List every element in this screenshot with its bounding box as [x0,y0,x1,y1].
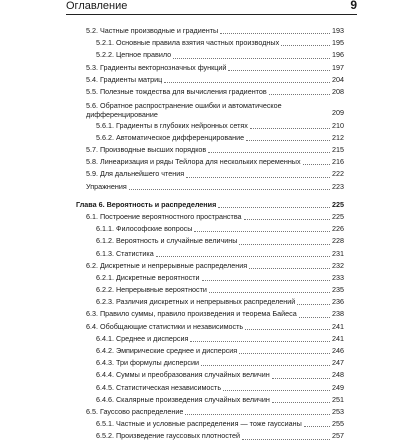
dot-leader [250,128,330,129]
toc-entry-page: 193 [332,26,344,35]
toc-entry-label: Упражнения [86,181,127,191]
toc-entry-page: 208 [332,86,344,96]
dot-leader [249,268,330,269]
toc-entry-page: 241 [332,321,344,331]
toc-entry[interactable] [76,394,344,406]
toc-entry-label: 6.4.4. Суммы и преобразования случайных величин [96,370,270,380]
toc-entry[interactable] [76,223,344,235]
toc-entry[interactable] [76,260,344,272]
toc-entry[interactable] [76,168,344,180]
toc-entry-label: 6.1.3. Статистика [96,248,154,258]
toc-entry[interactable] [76,74,344,86]
toc-entry[interactable] [76,296,344,308]
toc-entry[interactable] [76,406,344,418]
toc-entry-page: 241 [332,333,344,343]
toc-entry-page: 197 [332,62,344,72]
toc-entry[interactable] [76,49,344,61]
toc-entry-page: 235 [332,285,344,295]
toc-entry-label: 5.6.2. Автоматическое дифференцирование [96,132,245,142]
toc-entry-page: 222 [332,169,344,179]
toc-entry-label: 6.2. Дискретные и непрерывные распределения [86,260,248,270]
dot-leader [272,402,330,403]
dot-leader [304,426,330,427]
dot-leader [218,207,330,208]
dot-leader [156,256,330,257]
toc-entry-label: 5.5. Полезные тождества для вычисления градиентов [86,86,267,96]
toc-entry-label: 6.2.2. Непрерывные вероятности [96,285,207,295]
toc-entry-label: 5.2. Частные производные и градиенты [86,26,219,35]
toc-entry-label: 6.4.6. Скалярные произведения случайных величин [96,394,270,404]
toc-entry-page: 248 [332,370,344,380]
toc-entry-label: 6.4.2. Эмпирические среднее и дисперсия [96,346,238,355]
toc-entry-label: 5.6. Обратное распространение ошибки и автоматическое дифференцирование [86,100,282,120]
toc-entry-page: 204 [332,74,344,84]
toc-entry-page: 231 [332,248,344,258]
dot-leader [201,365,330,366]
dot-leader [239,353,330,354]
toc-entry-label: Глава 6. Вероятность и распределения [76,199,217,209]
toc-entry[interactable] [76,86,344,98]
toc-entry[interactable] [76,333,344,345]
toc-entry[interactable] [76,345,344,357]
toc-entry-page: 212 [332,132,344,142]
toc-entry-page: 255 [332,419,344,429]
toc-entry-label: 6.3. Правило суммы, правило произведения и теорема Байеса [86,309,297,319]
toc-entry[interactable] [76,37,344,49]
header-rule [66,14,357,15]
toc-entry-label: 5.3. Градиенты векторнозначных функций [86,62,227,72]
dot-leader [239,244,330,245]
toc-entry-page: 253 [332,406,344,416]
toc-entry-label: 6.5.1. Частные и условные распределения — тоже гауссианы [96,419,302,429]
toc-entry[interactable] [76,132,344,144]
toc-entry-page: 215 [332,145,344,154]
toc-entry[interactable] [76,284,344,296]
toc-entry-label: 6.2.1. Дискретные вероятности [96,272,200,282]
page-header [66,0,357,12]
toc-entry[interactable] [76,62,344,74]
dot-leader [244,219,330,220]
dot-leader [194,231,330,232]
toc-entry[interactable] [76,430,344,442]
toc-entry[interactable] [76,248,344,260]
toc-entry-page: 246 [332,346,344,355]
page-header-title: Оглавление [66,0,128,12]
toc-entry-page: 223 [332,181,344,191]
toc-entry[interactable] [76,321,344,333]
toc-entry[interactable] [76,235,344,247]
toc-entry-page: 225 [332,199,344,209]
toc-entry-page: 210 [332,120,344,130]
dot-leader [185,414,330,415]
toc-entry[interactable] [76,369,344,381]
toc-entry[interactable] [76,25,344,37]
toc-chapter-entry[interactable] [76,199,344,211]
toc-entry-label: 5.6.1. Градиенты в глубоких нейронных сетях [96,120,248,130]
dot-leader [297,304,330,305]
dot-leader [209,292,330,293]
toc-entry-page: 249 [332,382,344,392]
dot-leader [245,329,330,330]
toc-entry-label: 5.2.1. Основные правила взятия частных производных [96,38,280,48]
toc-entry[interactable] [76,382,344,394]
toc-entry-page: 236 [332,297,344,307]
dot-leader [228,70,330,71]
dot-leader [272,378,330,379]
toc-entry-label: 6.4.3. Три формулы дисперсии [96,358,200,368]
dot-leader [299,317,330,318]
toc-entry-page: 257 [332,431,344,441]
toc-entry-page: 233 [332,272,344,282]
dot-leader [220,33,330,34]
toc-entry-page: 216 [332,157,344,167]
toc-entry-label: 6.4.1. Среднее и дисперсия [96,333,189,343]
toc-entry-label: 6.5.2. Произведение гауссовых плотностей [96,431,241,441]
toc-entry[interactable] [76,120,344,132]
toc-entry[interactable] [76,308,344,320]
toc-entry-label: 6.2.3. Различия дискретных и непрерывных распределений [96,297,296,307]
dot-leader [202,280,330,281]
dot-leader [269,94,330,95]
toc-entry-page: 251 [332,394,344,404]
toc-entry[interactable] [76,357,344,369]
toc-entry-page: 196 [332,50,344,60]
toc-entry-label: 5.2.2. Цепное правило [96,50,172,60]
table-of-contents [76,25,344,443]
toc-entry[interactable] [76,211,344,223]
toc-entry[interactable] [76,156,344,168]
dot-leader [190,341,330,342]
toc-entry[interactable] [76,98,344,120]
toc-entry-page: 226 [332,224,344,234]
toc-entry-label: 6.1.1. Философские вопросы [96,224,193,234]
toc-entry-page: 228 [332,236,344,246]
toc-entry-page: 247 [332,358,344,368]
toc-entry-label: 5.9. Для дальнейшего чтения [86,169,185,179]
toc-entry-page: 195 [332,38,344,48]
toc-entry-label: 6.4.5. Статистическая независимость [96,382,222,392]
dot-leader [208,152,330,153]
toc-entry-label: 6.5. Гауссово распределение [86,406,184,416]
toc-entry-label: 6.1.2. Вероятность и случайные величины [96,236,238,246]
dot-leader [173,58,330,59]
page-number: 9 [350,0,357,12]
toc-entry[interactable] [76,144,344,156]
dot-leader [303,164,330,165]
toc-entry-label: 6.1. Построение вероятностного пространства [86,211,242,221]
toc-entry-label: 6.4. Обобщающие статистики и независимость [86,321,244,331]
toc-entry-page: 232 [332,260,344,270]
dot-leader [164,82,330,83]
dot-leader [129,189,330,190]
dot-leader [246,140,330,141]
dot-leader [223,390,330,391]
dot-leader [186,177,330,178]
toc-entry-page: 209 [332,108,344,118]
toc-entry[interactable] [76,181,344,193]
dot-leader [281,45,330,46]
toc-entry[interactable] [76,272,344,284]
dot-leader [242,439,330,440]
toc-entry-page: 225 [332,211,344,221]
toc-entry-label: 5.4. Градиенты матриц [86,74,163,84]
toc-entry-page: 238 [332,309,344,319]
toc-entry-label: 5.8. Линеаризация и ряды Тейлора для нескольких переменных [86,157,301,167]
toc-entry-label: 5.7. Производные высших порядков [86,145,207,154]
